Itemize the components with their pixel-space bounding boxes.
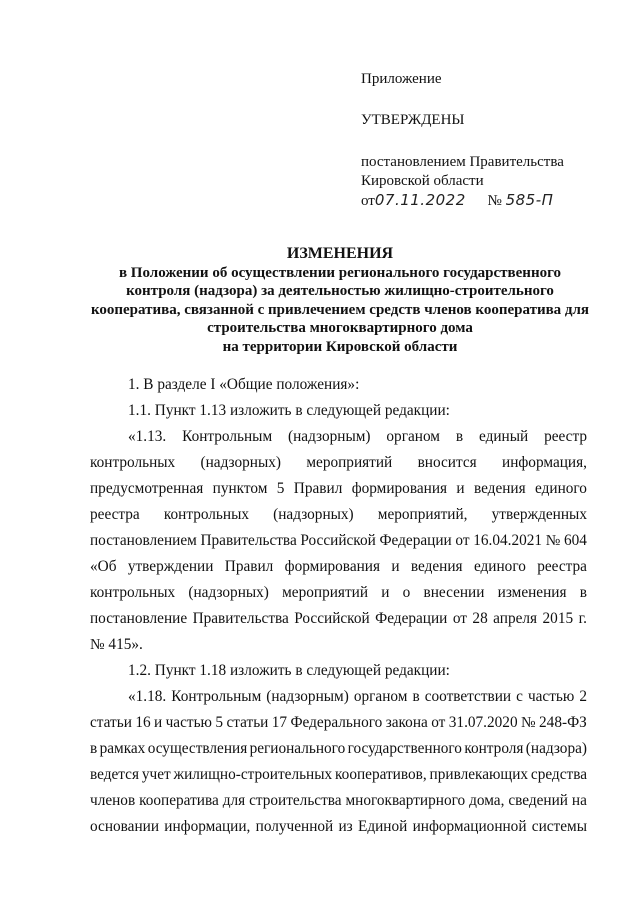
- text-row: [90, 528, 587, 554]
- word: информация,: [502, 454, 587, 471]
- word: кооператива: [139, 792, 219, 809]
- word: строительства: [249, 792, 342, 809]
- word: статьи: [226, 714, 269, 731]
- word: от: [452, 610, 467, 627]
- word: №: [545, 532, 561, 549]
- word: постановление: [90, 610, 188, 627]
- text-row: [90, 450, 587, 476]
- word: 604: [564, 532, 587, 549]
- from-label: от: [361, 193, 375, 209]
- word: контрольных: [90, 584, 176, 601]
- word: рамках: [99, 740, 146, 757]
- word: формирования: [351, 480, 448, 497]
- word: 28: [472, 610, 488, 627]
- title-main: ИЗМЕНЕНИЯ: [286, 245, 394, 262]
- word: мероприятий: [306, 454, 393, 471]
- word: контрольных: [90, 454, 176, 471]
- quoted-paragraph-1-18: [90, 684, 587, 840]
- word: 2015: [542, 610, 574, 627]
- word: частью: [165, 714, 212, 731]
- word: (надзора): [525, 740, 587, 757]
- word: вносится: [417, 454, 477, 471]
- word: ведения: [410, 558, 463, 575]
- title-line: в Положении об осуществлении регионального государственного: [118, 264, 562, 281]
- word: для: [222, 792, 246, 809]
- word: формирования: [284, 558, 381, 575]
- text-row: [90, 788, 587, 814]
- word: и: [391, 558, 400, 575]
- approved-label: УТВЕРЖДЕНЫ: [361, 112, 465, 128]
- word: в: [412, 688, 420, 705]
- word: и: [154, 714, 163, 731]
- word: ведется: [90, 766, 139, 783]
- text-row: [90, 736, 587, 762]
- paragraph-item-1-2: 1.2. Пункт 1.18 изложить в следующей редакции:: [128, 662, 450, 679]
- word: системы: [531, 818, 587, 835]
- word: единого: [473, 558, 526, 575]
- word: Федерации: [375, 610, 448, 627]
- word: статьи: [90, 714, 132, 731]
- text-row: [90, 424, 587, 450]
- title-line: на территории Кировской области: [222, 338, 458, 355]
- word: контрольных: [163, 506, 250, 523]
- title-line: кооператива, связанной с привлечением средств членов кооператива для: [90, 301, 590, 318]
- word: изменения: [497, 584, 567, 601]
- word: «1.18.: [128, 688, 167, 705]
- word: реестра: [90, 506, 140, 523]
- word: в: [90, 740, 98, 757]
- word: 16.04.2021: [473, 532, 543, 549]
- text-row: [90, 476, 587, 502]
- text-row: [90, 684, 587, 710]
- word: 5: [276, 480, 285, 497]
- word: (надзорных): [188, 584, 269, 601]
- word: регионального: [249, 740, 346, 757]
- word: Правительства: [192, 610, 289, 627]
- number-label: №: [487, 193, 502, 209]
- word: соответствии: [424, 688, 512, 705]
- text-row: [90, 814, 587, 840]
- word: постановлением: [90, 532, 197, 549]
- word: (надзорных): [273, 506, 354, 523]
- word: 248-ФЗ: [539, 714, 587, 731]
- word: внесении: [423, 584, 485, 601]
- text-row: [90, 554, 587, 580]
- word: пунктом: [212, 480, 268, 497]
- word: контроля: [464, 740, 524, 757]
- quoted-paragraph-1-13: [90, 424, 587, 658]
- word: информационной: [412, 818, 527, 835]
- word: предусмотренная: [90, 480, 204, 497]
- text-row: [90, 580, 587, 606]
- text-row: [90, 502, 587, 528]
- word: (надзорных): [200, 454, 282, 471]
- approval-stamp: [361, 70, 621, 211]
- word: 16: [135, 714, 151, 731]
- word: в: [455, 428, 464, 445]
- word: кооперативов,: [335, 766, 427, 783]
- word: Российской: [294, 610, 370, 627]
- word: с: [516, 688, 523, 705]
- word: утвержденных: [491, 506, 587, 523]
- appendix-label: Приложение: [361, 71, 442, 87]
- word: от: [431, 714, 446, 731]
- word: единый: [478, 428, 529, 445]
- paragraph-item-1-1: 1.1. Пункт 1.13 изложить в следующей редакции:: [128, 402, 450, 419]
- word: утверждении: [127, 558, 214, 575]
- word: о: [402, 584, 411, 601]
- decree-line-1: постановлением Правительства: [361, 154, 564, 170]
- word: органом: [386, 428, 440, 445]
- word: Единой: [357, 818, 408, 835]
- word: Правил: [293, 480, 343, 497]
- text-row: [90, 762, 587, 788]
- word: №: [521, 714, 536, 731]
- word: 17: [271, 714, 288, 731]
- word: «1.13.: [128, 428, 167, 445]
- document-title: [60, 245, 620, 356]
- word: многоквартирного: [345, 792, 466, 809]
- word: (надзорным): [266, 688, 349, 705]
- document-body: [90, 372, 587, 840]
- word: полученной: [255, 818, 334, 835]
- word: реестр: [544, 428, 587, 445]
- word: Контрольным: [182, 428, 273, 445]
- handwritten-date: 07.11.2022: [374, 191, 466, 209]
- word: 2: [579, 688, 587, 705]
- word: дома,: [469, 792, 505, 809]
- text-row: [90, 606, 587, 632]
- word: реестра: [537, 558, 587, 575]
- word: (надзорным): [288, 428, 371, 445]
- word: от: [455, 532, 470, 549]
- paragraph-section-1: 1. В разделе I «Общие положения»:: [128, 376, 360, 393]
- title-line: строительства многоквартирного дома: [207, 320, 473, 336]
- word: органом: [353, 688, 408, 705]
- word: мероприятий,: [377, 506, 468, 523]
- word: Федерации: [379, 532, 452, 549]
- word: на: [571, 792, 587, 809]
- word: Российской: [300, 532, 376, 549]
- word: и: [381, 584, 390, 601]
- word: основании: [90, 818, 160, 835]
- word: в: [579, 584, 587, 601]
- word: членов: [90, 792, 136, 809]
- text-row: [90, 710, 587, 736]
- word: 5: [215, 714, 224, 731]
- handwritten-number: 585-П: [505, 191, 554, 209]
- word: мероприятий: [282, 584, 369, 601]
- word: Контрольным: [171, 688, 262, 705]
- word: ведения: [473, 480, 526, 497]
- decree-line-2: Кировской области: [361, 173, 484, 189]
- word: Федерального: [290, 714, 383, 731]
- word: учет: [141, 766, 171, 783]
- word: средства: [530, 766, 587, 783]
- word: г.: [578, 610, 587, 627]
- word: «Об: [90, 558, 117, 575]
- decree-date-line: [361, 191, 621, 211]
- word: государственного: [347, 740, 462, 757]
- word: и: [456, 480, 465, 497]
- word: единого: [535, 480, 587, 497]
- word: Правил: [224, 558, 274, 575]
- word: жилищно-строительных: [173, 766, 333, 783]
- title-line: контроля (надзора) за деятельностью жилищно-строительного: [126, 283, 554, 299]
- word: информации,: [164, 818, 251, 835]
- word: 31.07.2020: [448, 714, 518, 731]
- word: закона: [385, 714, 428, 731]
- word: частью: [527, 688, 575, 705]
- text-row-last: № 415».: [90, 636, 143, 653]
- word: привлекающих: [429, 766, 529, 783]
- word: осуществления: [147, 740, 248, 757]
- word: апреля: [493, 610, 538, 627]
- word: Правительства: [200, 532, 297, 549]
- word: из: [338, 818, 353, 835]
- word: сведений: [508, 792, 568, 809]
